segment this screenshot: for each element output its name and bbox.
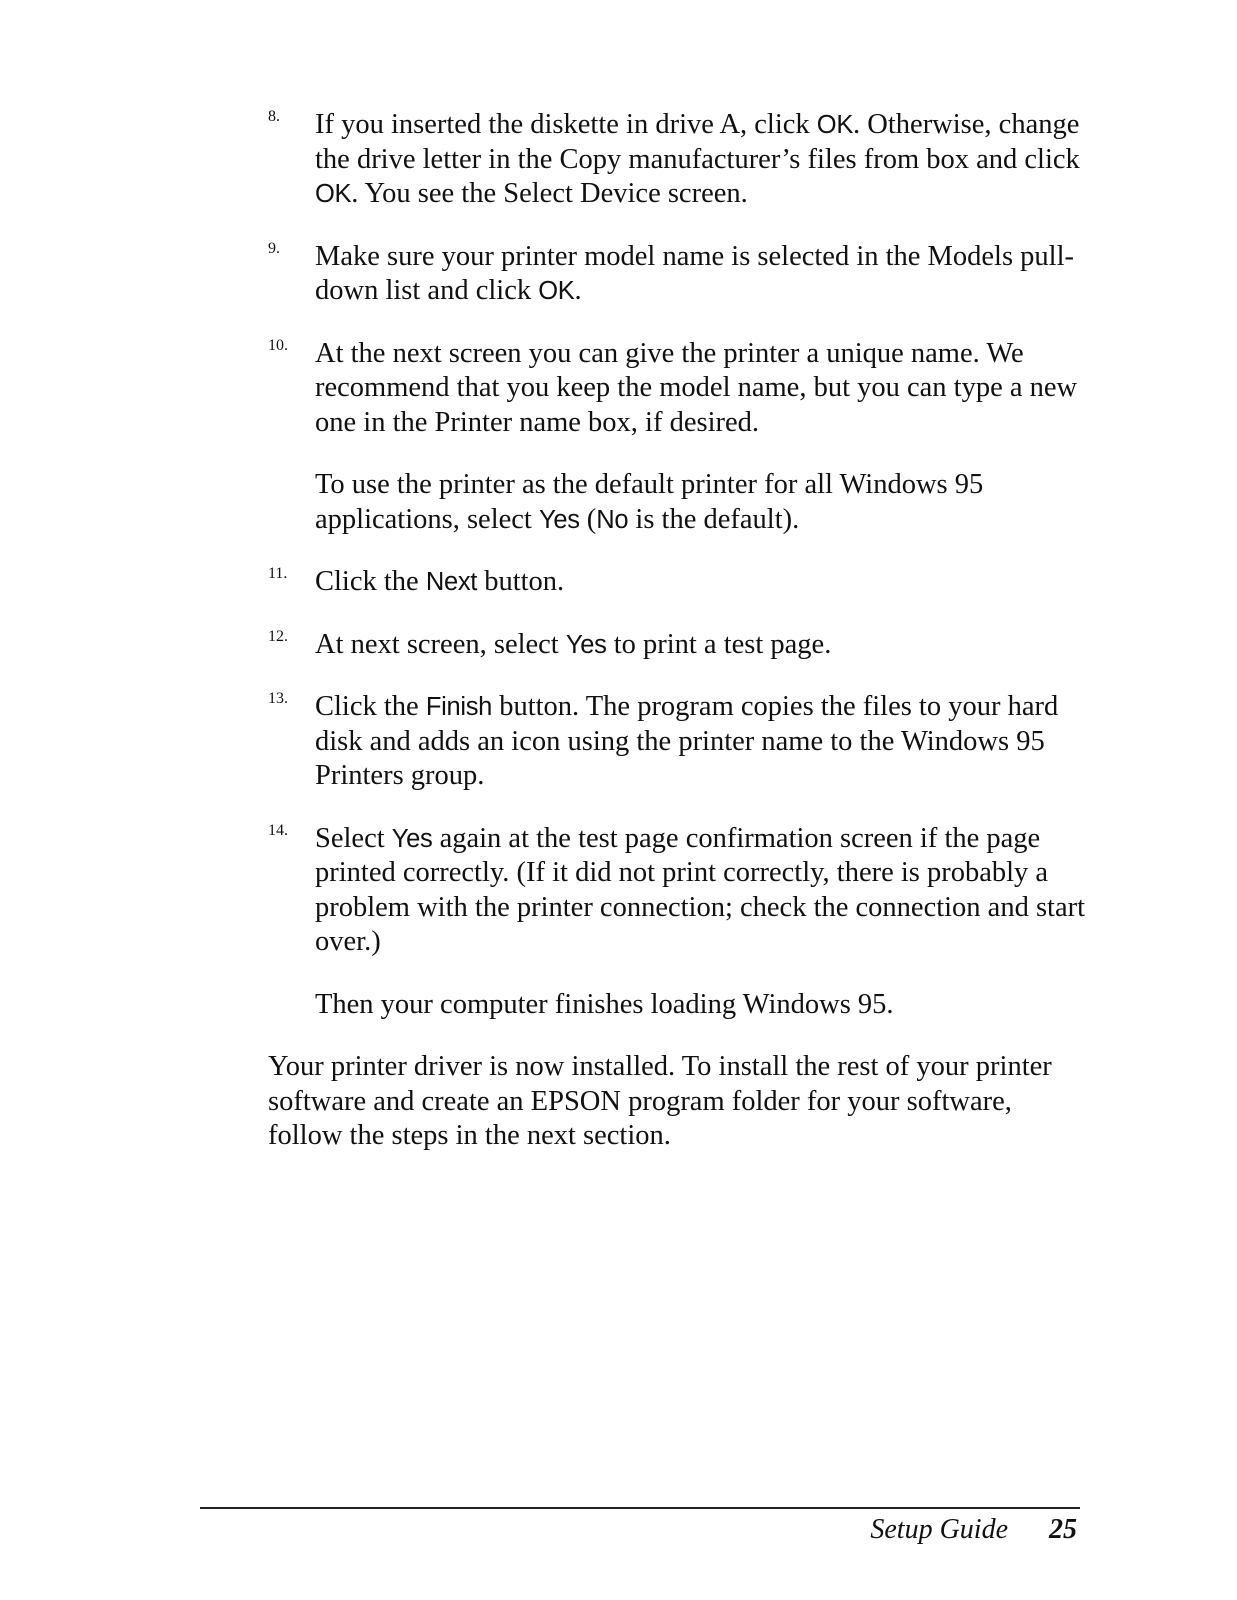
footer-rule (200, 1507, 1080, 1509)
ok-ui-term: OK (538, 277, 575, 305)
step-number: 11. (268, 565, 288, 582)
step-14 (268, 822, 1088, 960)
step-number: 9. (268, 239, 280, 257)
step-text: If you inserted the diskette in drive A, click OK. Otherwise, change the drive letter in the Copy manufacturer’s files from box and click OK. You see the Select Device screen. (315, 109, 1080, 209)
step-text: At the next screen you can give the printer a unique name. We recommend that you keep the model name, but you can type a new one in the Printer name box, if desired. (315, 337, 1078, 438)
step-number: 10. (268, 336, 288, 354)
step-text: Make sure your printer model name is selected in the Models pull-down list and click OK. (315, 240, 1075, 306)
step-11 (268, 565, 1088, 600)
step-text: Click the Next button. (315, 566, 565, 597)
step-10 (268, 337, 1088, 441)
ok-ui-term: OK (816, 111, 854, 139)
yes-ui-term: Yes (391, 824, 433, 853)
step-10-note: To use the printer as the default printer for all Windows 95 applications, select Yes (No is the default). (315, 469, 984, 535)
step-8 (268, 108, 1088, 212)
next-ui-term: Next (425, 568, 478, 596)
page-footer (870, 1514, 1077, 1546)
yes-ui-term: Yes (565, 630, 607, 659)
step-14-note: Then your computer finishes loading Windows 95. (315, 988, 894, 1020)
yes-ui-term: Yes (538, 505, 580, 534)
ok-ui-term: OK (315, 180, 352, 208)
step-number: 8. (268, 108, 280, 125)
step-13 (268, 690, 1088, 794)
finish-ui-term: Finish (425, 693, 493, 721)
step-text: Click the Finish button. The program copies the files to your hard disk and adds an icon using the printer name to the Windows 95 Printers group. (315, 691, 1059, 791)
no-ui-term: No (596, 505, 629, 534)
step-text: At next screen, select Yes to print a test page. (315, 628, 832, 660)
step-text: Select Yes again at the test page confirmation screen if the page printed correctly. (If it did not print correctly, there is probably a problem with the printer connection; check the connection and start over.) (315, 822, 1086, 957)
instructions-body (268, 108, 1088, 1154)
step-number: 14. (268, 821, 288, 839)
closing-paragraph: Your printer driver is now installed. To install the rest of your printer software and create an EPSON program folder for your software, follow the steps in the next section. (268, 1051, 1052, 1151)
step-number: 13. (268, 690, 288, 707)
step-9 (268, 240, 1088, 309)
page-number: 25 (1049, 1514, 1077, 1545)
step-12 (268, 628, 1088, 663)
footer-title: Setup Guide (870, 1514, 1008, 1545)
step-number: 12. (268, 627, 288, 645)
